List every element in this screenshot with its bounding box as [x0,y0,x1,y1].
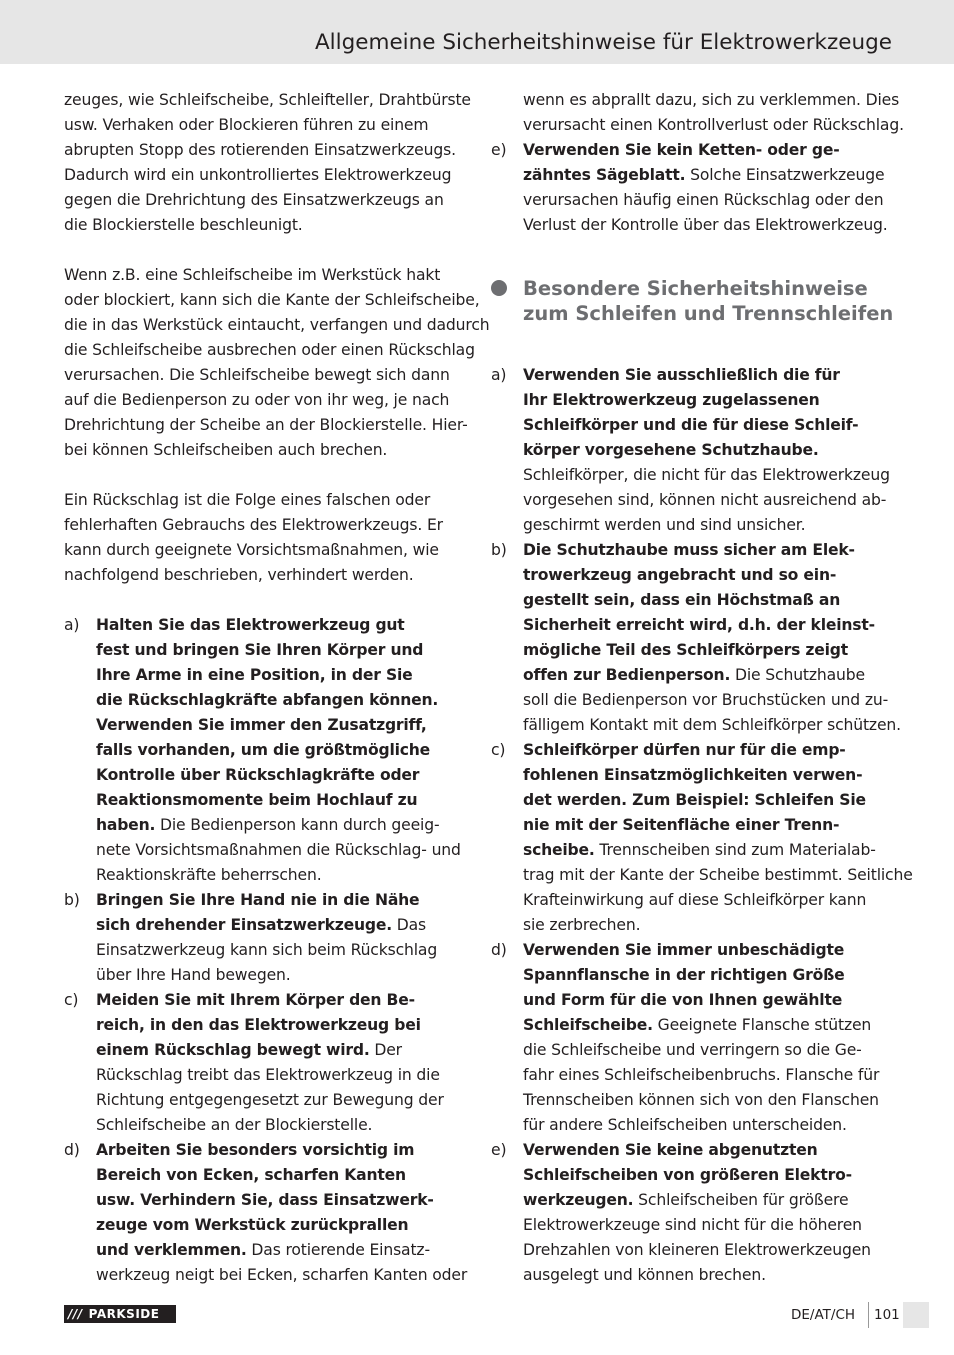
text: Das rotierende Einsatz- [246,1241,430,1259]
text: verursacht einen Kontrollverlust oder Rückschlag. [523,116,904,134]
text: Schleifscheiben für größere [633,1191,849,1209]
text-line: verursachen. Die Schleifscheibe bewegt sich dann [64,366,450,384]
bold-text: Verwenden Sie ausschließlich die für [523,366,840,384]
text: sie zerbrechen. [523,916,641,934]
text: Elektrowerkzeuge sind nicht für die höheren [523,1216,862,1234]
text-line: die in das Werkstück eintaucht, verfangen und dadurch [64,316,490,334]
text: für andere Schleifscheiben unterscheiden. [523,1116,847,1134]
bold-text: Ihr Elektrowerkzeug zugelassenen [523,391,820,409]
bold-text: körper vorgesehene Schutzhaube. [523,441,819,459]
bold-text: Spannflansche in der richtigen Größe [523,966,845,984]
text-line: Wenn z.B. eine Schleifscheibe im Werkstück hakt [64,266,441,284]
text-line: fehlerhaften Gebrauchs des Elektrowerkzeugs. Er [64,516,443,534]
list-item-a [64,613,464,888]
text: die Schleifscheibe und verringern so die Ge- [523,1041,862,1059]
text: Schleifscheibe an der Blockierstelle. [96,1116,373,1134]
bold-text: falls vorhanden, um die größtmögliche [96,741,431,759]
bold-text: nie mit der Seitenfläche einer Trenn- [523,816,840,834]
bold-text: trowerkzeug angebracht und so ein- [523,566,837,584]
bold-text: Kontrolle über Rückschlagkräfte oder [96,766,420,784]
bold-text: einem Rückschlag bewegt wird. [96,1041,370,1059]
bold-text: mögliche Teil des Schleifkörpers zeigt [523,641,849,659]
heading-line: Besondere Sicherheitshinweise [523,277,868,300]
text-line: die Blockierstelle beschleunigt. [64,216,303,234]
logo-slashes-icon: /// [68,1307,83,1321]
text: Reaktionskräfte beherrschen. [96,866,322,884]
list-item-e [491,138,891,238]
item-label: a) [64,616,80,634]
text-line: auf die Bedienperson zu oder von ihr weg, je nach [64,391,450,409]
list-item-d-continued [491,88,904,138]
item-label: e) [491,141,507,159]
text: fälligem Kontakt mit dem Schleifkörper schützen. [523,716,901,734]
text: Der [369,1041,402,1059]
text-line: kann durch geeignete Vorsichtsmaßnahmen, wie [64,541,439,559]
text-line: bei können Schleifscheiben auch brechen. [64,441,388,459]
list-item-rd [491,938,891,1138]
bold-text: scheibe. [523,841,595,859]
left-column [64,88,490,1288]
text-line: nachfolgend beschrieben, verhindert werden. [64,566,414,584]
bold-text: det werden. Zum Beispiel: Schleifen Sie [523,791,866,809]
text: Geeignete Flansche stützen [652,1016,872,1034]
bold-text: Meiden Sie mit Ihrem Körper den Be- [96,991,415,1009]
text: Trennscheiben sind zum Materialab- [594,841,876,859]
bold-text: werkzeugen. [523,1191,634,1209]
bold-text: Schleifkörper und die für diese Schleif- [523,416,859,434]
text: vorgesehen sind, können nicht ausreichend ab- [523,491,887,509]
text: ausgelegt und können brechen. [523,1266,766,1284]
bold-text: Schleifscheibe. [523,1016,653,1034]
text: Richtung entgegengesetzt zur Bewegung der [96,1091,444,1109]
text: soll die Bedienperson vor Bruchstücken und zu- [523,691,889,709]
bold-text: Ihre Arme in eine Position, in der Sie [96,666,413,684]
bold-text: Sicherheit erreicht wird, d.h. der kleinst- [523,616,875,634]
footer-divider [868,1302,869,1328]
text: Rückschlag treibt das Elektrowerkzeug in die [96,1066,440,1084]
text-line: Ein Rückschlag ist die Folge eines falschen oder [64,491,431,509]
text: Verlust der Kontrolle über das Elektrowerkzeug. [523,216,888,234]
text-line: die Schleifscheibe ausbrechen oder einen Rückschlag [64,341,475,359]
text-line: Drehrichtung der Scheibe an der Blockierstelle. Hier- [64,416,468,434]
logo-text: PARKSIDE [88,1307,160,1321]
paragraph-kickback-cause [64,88,471,238]
bold-text: und verklemmen. [96,1241,247,1259]
bold-text: Verwenden Sie kein Ketten- oder ge- [523,141,840,159]
language-code: DE/AT/CH [791,1307,856,1323]
section-heading [491,276,894,326]
text: Krafteinwirkung auf diese Schleifkörper kann [523,891,867,909]
paragraph-kickback-consequence [64,488,464,588]
item-label: a) [491,366,507,384]
item-label: b) [491,541,507,559]
text-line: Dadurch wird ein unkontrolliertes Elektrowerkzeug [64,166,452,184]
page-header [0,0,954,64]
footer-tab-marker [903,1302,929,1328]
text: Einsatzwerkzeug kann sich beim Rückschlag [96,941,438,959]
list-item-re [491,1138,891,1288]
text: verursachen häufig einen Rückschlag oder den [523,191,884,209]
text: über Ihre Hand bewegen. [96,966,291,984]
bold-text: usw. Verhindern Sie, dass Einsatzwerk- [96,1191,434,1209]
item-label: d) [64,1141,80,1159]
text: Drehzahlen von kleineren Elektrowerkzeugen [523,1241,871,1259]
item-label: b) [64,891,80,909]
text: geschirmt werden und sind unsicher. [523,516,806,534]
bold-text: Verwenden Sie immer unbeschädigte [523,941,845,959]
bold-text: und Form für die von Ihnen gewählte [523,991,843,1009]
bold-text: sich drehender Einsatzwerkzeuge. [96,916,392,934]
bold-text: Schleifkörper dürfen nur für die emp- [523,741,846,759]
text-line: abrupten Stopp des rotierenden Einsatzwerkzeugs. [64,141,456,159]
bold-text: offen zur Bedienperson. [523,666,731,684]
bold-text: Verwenden Sie immer den Zusatzgriff, [96,716,427,734]
paragraph-kickback-example [64,263,490,463]
bold-text: haben. [96,816,156,834]
text: Schleifkörper, die nicht für das Elektrowerkzeug [523,466,890,484]
text-line: usw. Verhaken oder Blockieren führen zu einem [64,116,429,134]
bold-text: Halten Sie das Elektrowerkzeug gut [96,616,405,634]
text-line: oder blockiert, kann sich die Kante der Schleifscheibe, [64,291,480,309]
right-column [491,88,913,1288]
heading-line: zum Schleifen und Trennschleifen [523,302,894,325]
list-item-c [64,988,464,1138]
bold-text: Schleifscheiben von größeren Elektro- [523,1166,852,1184]
bold-text: fest und bringen Sie Ihren Körper und [96,641,424,659]
bold-text: gestellt sein, dass ein Höchstmaß an [523,591,841,609]
text: Das [391,916,427,934]
text: Trennscheiben können sich von den Flanschen [523,1091,879,1109]
bold-text: Reaktionsmomente beim Hochlauf zu [96,791,418,809]
text: Solche Einsatzwerkzeuge [685,166,885,184]
list-item-d [64,1138,468,1288]
text: werkzeug neigt bei Ecken, scharfen Kanten oder [96,1266,468,1284]
text: wenn es abprallt dazu, sich zu verklemmen. Dies [523,91,900,109]
text: Die Bedienperson kann durch geeig- [155,816,440,834]
text: trag mit der Kante der Scheibe bestimmt. Seitliche [523,866,913,884]
item-label: c) [64,991,79,1009]
text-line: zeuges, wie Schleifscheibe, Schleifteller, Drahtbürste [64,91,471,109]
bold-text: Die Schutzhaube muss sicher am Elek- [523,541,855,559]
bold-text: reich, in den das Elektrowerkzeug bei [96,1016,421,1034]
bold-text: Bringen Sie Ihre Hand nie in die Nähe [96,891,420,909]
page-number: 101 [874,1307,900,1323]
bullet-icon [491,280,507,296]
text: Die Schutzhaube [730,666,865,684]
page-title: Allgemeine Sicherheitshinweise für Elektrowerkzeuge [314,30,892,55]
text-line: gegen die Drehrichtung des Einsatzwerkzeugs an [64,191,444,209]
parkside-logo [64,1305,176,1323]
bold-text: Bereich von Ecken, scharfen Kanten [96,1166,406,1184]
bold-text: zähntes Sägeblatt. [523,166,686,184]
list-item-rc [491,738,913,938]
bold-text: die Rückschlagkräfte abfangen können. [96,691,439,709]
item-label: d) [491,941,507,959]
bold-text: Arbeiten Sie besonders vorsichtig im [96,1141,415,1159]
item-label: c) [491,741,506,759]
bold-text: Verwenden Sie keine abgenutzten [523,1141,818,1159]
bold-text: fohlenen Einsatzmöglichkeiten verwen- [523,766,863,784]
list-item-b [64,888,464,988]
list-item-ra [491,363,891,538]
item-label: e) [491,1141,507,1159]
text: nete Vorsichtsmaßnahmen die Rückschlag- und [96,841,461,859]
bold-text: zeuge vom Werkstück zurückprallen [96,1216,409,1234]
text: fahr eines Schleifscheibenbruchs. Flansche für [523,1066,880,1084]
list-item-rb [491,538,901,738]
